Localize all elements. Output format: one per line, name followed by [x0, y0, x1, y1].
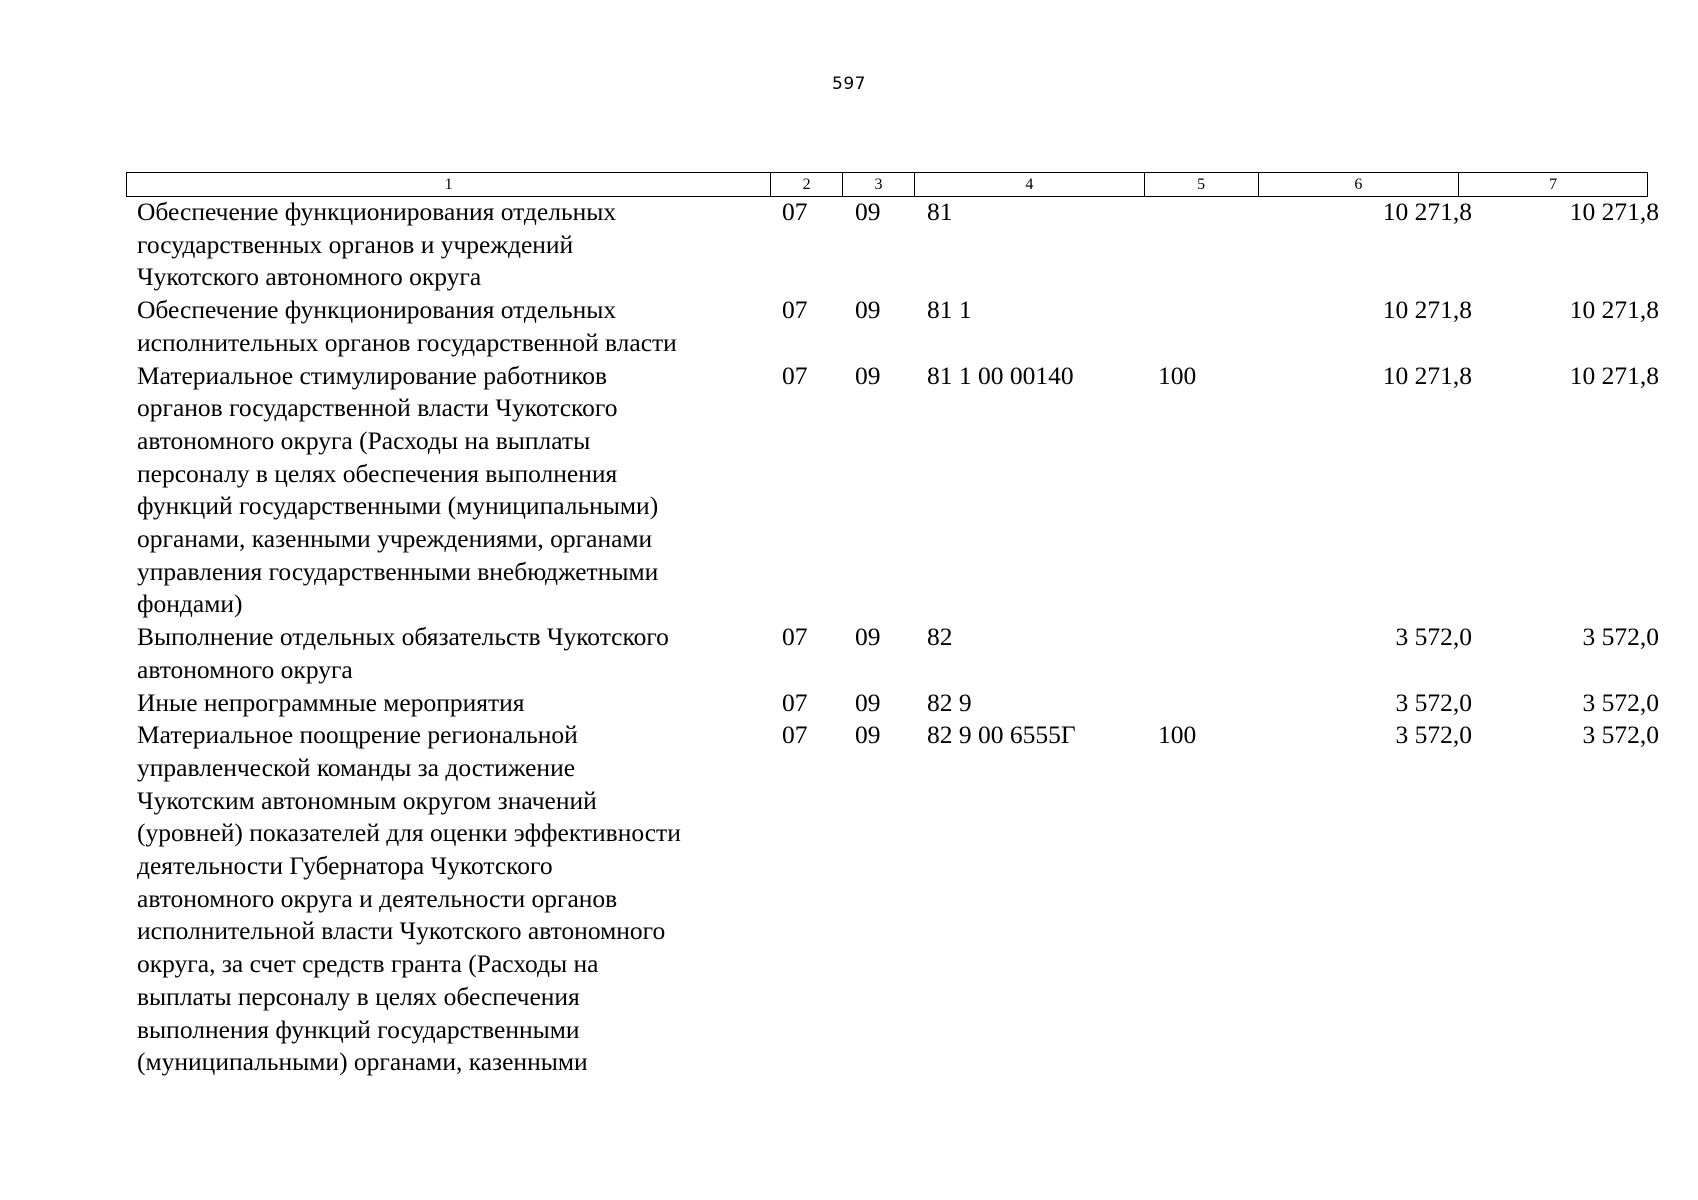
- row-target-article: 81 1: [927, 295, 972, 325]
- table-body: [137, 196, 1659, 1079]
- row-section: 07: [782, 197, 808, 226]
- row-amount-1: 10 271,8: [1382, 295, 1472, 325]
- table-row: [137, 621, 1659, 686]
- row-expense-type: 100: [1158, 720, 1197, 750]
- page-number: 597: [832, 74, 866, 94]
- row-subsection: 09: [855, 687, 881, 717]
- row-amount-2: 10 271,8: [1569, 295, 1659, 325]
- row-name: Выполнение отдельных обязательств Чукотского автономного округа: [137, 622, 669, 684]
- row-section: 07: [782, 622, 808, 652]
- row-section: 07: [782, 687, 808, 717]
- row-target-article: 81 1 00 00140: [927, 360, 1074, 390]
- row-amount-2: 3 572,0: [1582, 687, 1659, 717]
- table-row: [137, 719, 1659, 1079]
- table-row: [137, 360, 1659, 622]
- row-amount-1: 10 271,8: [1382, 360, 1472, 390]
- row-subsection: 09: [855, 197, 881, 226]
- header-col-4: 4: [915, 173, 1145, 196]
- table-row: [137, 687, 1659, 720]
- row-section: 07: [782, 720, 808, 750]
- row-target-article: 82: [927, 622, 953, 652]
- row-name: Обеспечение функционирования отдельных исполнительных органов государственной власти: [137, 295, 677, 357]
- row-name: Обеспечение функционирования отдельных государственных органов и учреждений Чукотского автономного округа: [137, 197, 617, 292]
- header-col-6: 6: [1259, 173, 1460, 196]
- row-amount-1: 10 271,8: [1382, 197, 1472, 226]
- table-header: [126, 172, 1648, 197]
- table-row: [137, 294, 1659, 359]
- header-col-5: 5: [1145, 173, 1259, 196]
- row-subsection: 09: [855, 720, 881, 750]
- row-amount-1: 3 572,0: [1395, 687, 1472, 717]
- row-name: Материальное стимулирование работников органов государственной власти Чукотского автономного округа (Расходы на выплаты персоналу в целях обеспечения выполнения функций государственными (муниципальными) органами, казенными учреждениями, органами управления государственными внебюджетными фондами): [137, 360, 659, 619]
- row-amount-2: 3 572,0: [1582, 720, 1659, 750]
- row-expense-type: 100: [1158, 360, 1197, 390]
- row-amount-1: 3 572,0: [1395, 622, 1472, 652]
- header-col-2: 2: [771, 173, 843, 196]
- header-col-7: 7: [1549, 176, 1558, 193]
- row-amount-1: 3 572,0: [1395, 720, 1472, 750]
- row-section: 07: [782, 295, 808, 325]
- row-amount-2: 10 271,8: [1569, 197, 1659, 226]
- row-subsection: 09: [855, 622, 881, 652]
- row-target-article: 81: [927, 197, 953, 226]
- table-row: [137, 196, 1659, 294]
- row-amount-2: 3 572,0: [1582, 622, 1659, 652]
- header-col-1: 1: [127, 173, 771, 196]
- row-target-article: 82 9 00 6555Г: [927, 720, 1076, 750]
- row-target-article: 82 9: [927, 687, 972, 717]
- row-name: Иные непрограммные мероприятия: [137, 687, 525, 717]
- row-subsection: 09: [855, 360, 881, 390]
- row-subsection: 09: [855, 295, 881, 325]
- row-section: 07: [782, 360, 808, 390]
- header-col-3: 3: [843, 173, 915, 196]
- row-amount-2: 10 271,8: [1569, 360, 1659, 390]
- row-name: Материальное поощрение региональной управленческой команды за достижение Чукотским автономным округом значений (уровней) показателей для оценки эффективности деятельности Губернатора Чукотского автономного округа и деятельности органов исполнительной власти Чукотского автономного округа, за счет средств гранта (Расходы на выплаты персоналу в целях обеспечения выполнения функций государственными (муниципальными) органами, казенными: [137, 720, 681, 1077]
